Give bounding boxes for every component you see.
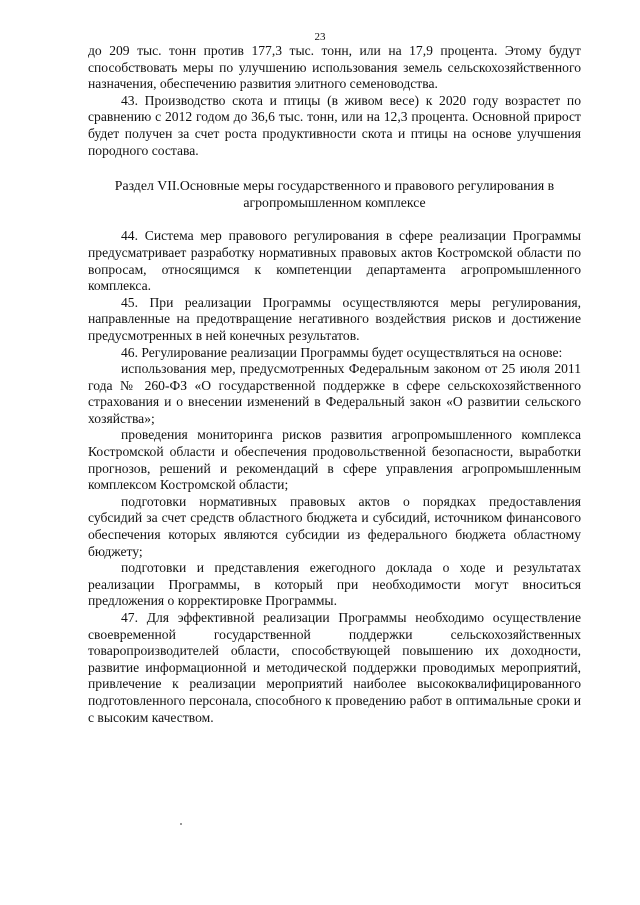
section-heading: Раздел VII.Основные меры государственного и правового регулирования в агропромышленном комплексе: [114, 178, 555, 210]
paragraph-46-item-1: использования мер, предусмотренных Федеральным законом от 25 июля 2011 года № 260-ФЗ «О государственной поддержке в сфере сельскохозяйственного страхования и о внесении изменений в Федеральный закон «О развитии сельского хозяйства»;: [88, 361, 581, 426]
paragraph-continuation: до 209 тыс. тонн против 177,3 тыс. тонн, или на 17,9 процента. Этому будут способствовать меры по улучшению использования земель сельскохозяйственного назначения, обеспечению развития элитного семеноводства.: [88, 43, 581, 92]
paragraph-46-item-3: подготовки нормативных правовых актов о порядках предоставления субсидий за счет средств областного бюджета и субсидий, источником финансового обеспечения которых являются субсидии из федерального бюджета областному бюджету;: [88, 493, 581, 559]
paragraph-43: 43. Производство скота и птицы (в живом весе) к 2020 году возрастет по сравнению с 2012 годом до 36,6 тыс. тонн, или на 12,3 процента. Основной прирост будет получен за счет роста продуктивности скота и птицы на основе улучшения породного состава.: [88, 92, 581, 158]
page-number: 23: [314, 31, 326, 43]
paragraph-44: 44. Система мер правового регулирования в сфере реализации Программы предусматривает разработку нормативных правовых актов Костромской области по вопросам, относящимся к компетенции департамента агропромышленного комплекса.: [88, 228, 581, 294]
paragraph-46-item-2: проведения мониторинга рисков развития агропромышленного комплекса Костромской области и обеспечения продовольственной безопасности, выработки прогнозов, решений и рекомендаций в сфере управления агропромышленным комплексом Костромской области;: [88, 427, 581, 493]
paragraph-45: 45. При реализации Программы осуществляются меры регулирования, направленные на предотвращение негативного воздействия рисков и достижение предусмотренных в ней конечных результатов.: [88, 294, 581, 343]
scan-speck: [180, 823, 182, 825]
paragraph-46-item-4: подготовки и представления ежегодного доклада о ходе и результатах реализации Программы, в который при необходимости могут вноситься предложения о корректировке Программы.: [88, 560, 581, 609]
document-body: [88, 43, 581, 726]
paragraph-47: 47. Для эффективной реализации Программы необходимо осуществление своевременной государственной поддержки сельскохозяйственных товаропроизводителей области, способствующей повышению их доходности, развитие информационной и методической поддержки проводимых мероприятий, привлечение к реализации мероприятий наиболее высококвалифицированного подготовленного персонала, способного к проведению работ в оптимальные сроки и с высоким качеством.: [88, 610, 581, 725]
paragraph-46: 46. Регулирование реализации Программы будет осуществляться на основе:: [121, 344, 563, 360]
